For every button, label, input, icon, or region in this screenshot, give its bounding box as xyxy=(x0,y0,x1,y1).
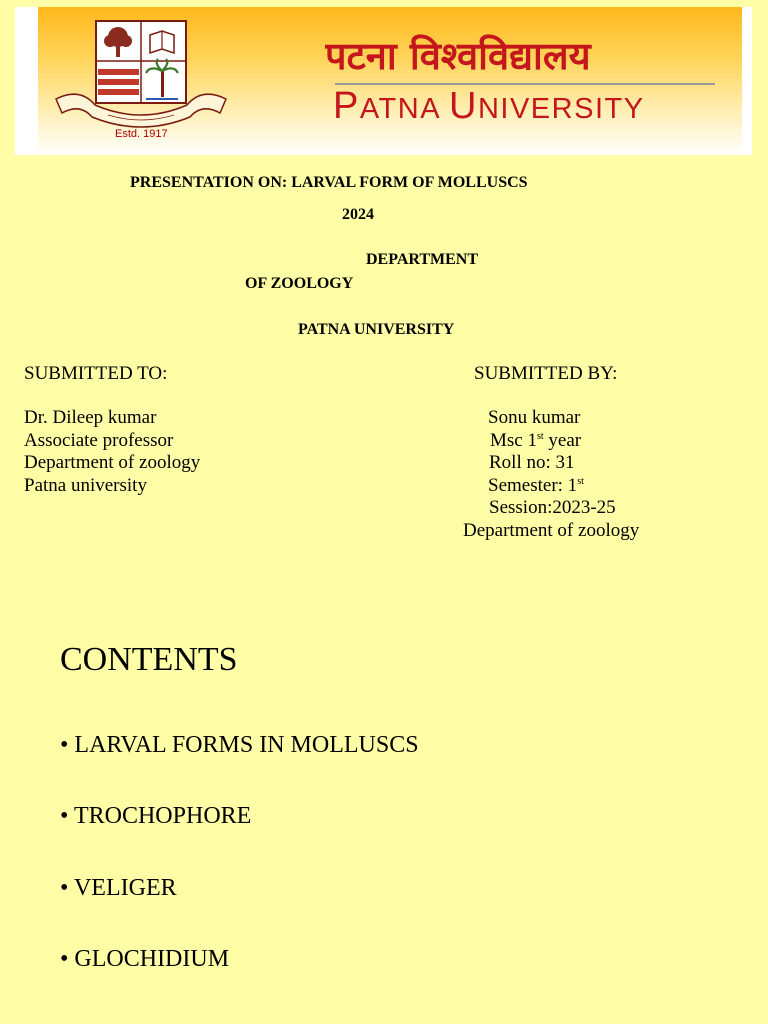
contents-item: • VELIGER xyxy=(60,875,177,901)
student-department: Department of zoology xyxy=(463,520,640,541)
contents-item: • LARVAL FORMS IN MOLLUSCS xyxy=(60,732,419,758)
presentation-year: 2024 xyxy=(342,206,374,223)
student-name: Sonu kumar xyxy=(488,407,581,428)
contents-heading: CONTENTS xyxy=(60,641,238,678)
student-semester: Semester: 1st xyxy=(488,475,584,496)
student-session: Session:2023-25 xyxy=(489,497,616,518)
hindi-title-text: पटना विश्वविद्यालय xyxy=(325,34,591,78)
guide-department: Department of zoology xyxy=(24,452,201,473)
department-line2: OF ZOOLOGY xyxy=(245,275,354,292)
presentation-title: PRESENTATION ON: LARVAL FORM OF MOLLUSCS xyxy=(130,174,528,191)
university-seal-logo xyxy=(50,13,232,143)
submitted-to-heading: SUBMITTED TO: xyxy=(24,363,168,384)
submitted-by-heading: SUBMITTED BY: xyxy=(474,363,618,384)
university-name-english: PATNA UNIVERSITY xyxy=(333,85,645,127)
student-roll: Roll no: 31 xyxy=(489,452,575,473)
header-banner xyxy=(15,7,752,155)
estd-label: Estd. 1917 xyxy=(115,128,168,140)
contents-item: • TROCHOPHORE xyxy=(60,803,252,829)
guide-name: Dr. Dileep kumar xyxy=(24,407,157,428)
student-course: Msc 1st year xyxy=(490,430,582,451)
guide-university: Patna university xyxy=(24,475,147,496)
hindi-university-name xyxy=(325,29,725,79)
guide-designation: Associate professor xyxy=(24,430,174,451)
department-line1: DEPARTMENT xyxy=(366,251,479,268)
university-heading: PATNA UNIVERSITY xyxy=(298,321,455,338)
contents-item: • GLOCHIDIUM xyxy=(60,946,230,972)
